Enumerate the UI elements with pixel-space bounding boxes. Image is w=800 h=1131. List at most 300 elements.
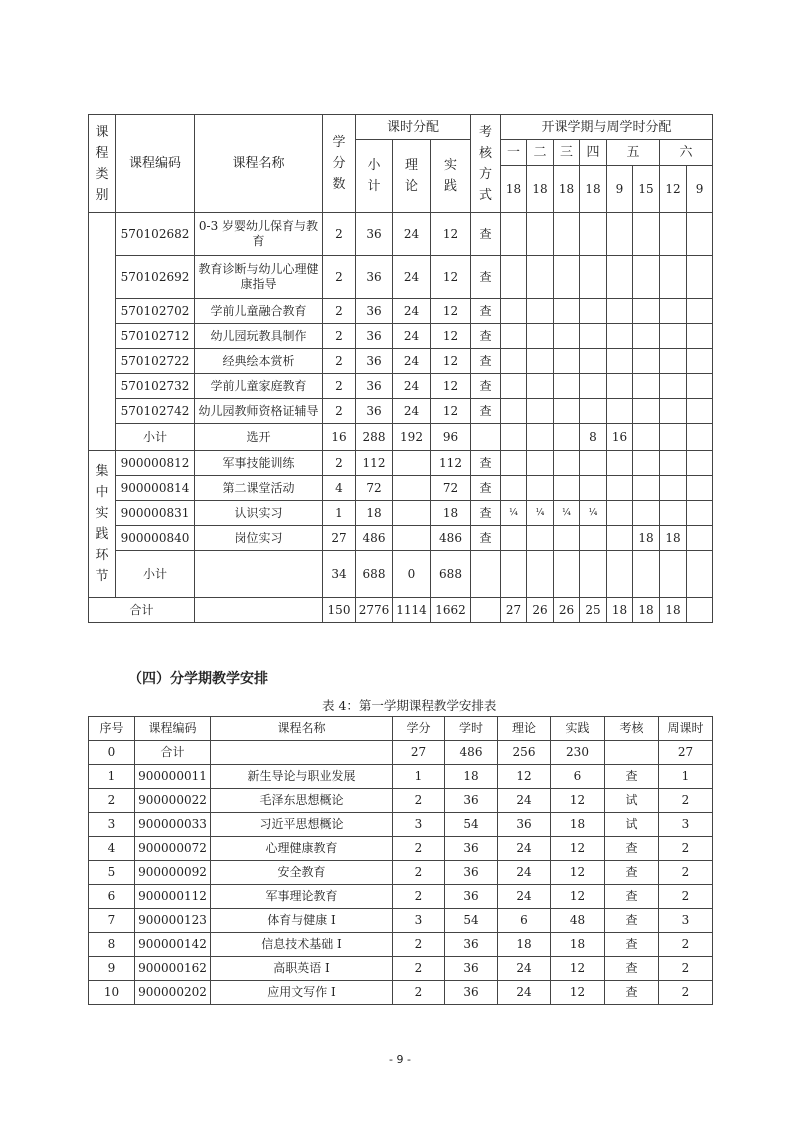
- table-row: [89, 501, 713, 526]
- table-row: [89, 451, 713, 476]
- hours-theory: [393, 526, 431, 551]
- semester-hours: 18: [660, 598, 687, 623]
- header-subtotal: 小 计: [356, 140, 393, 213]
- assessment: 查: [471, 213, 501, 256]
- course-code: 900000162: [135, 957, 211, 981]
- semester-hours: [607, 451, 633, 476]
- course-name: 学前儿童融合教育: [195, 299, 323, 324]
- first-semester-schedule-table: [88, 716, 713, 1005]
- course-name: 教育诊断与幼儿心理健康指导: [195, 256, 323, 299]
- assessment: 查: [605, 837, 659, 861]
- semester-hours: [580, 476, 607, 501]
- credits: 2: [393, 789, 445, 813]
- assessment: [605, 741, 659, 765]
- semester-hours: [501, 424, 527, 451]
- semester-hours: [687, 213, 713, 256]
- semester-hours: 18: [607, 598, 633, 623]
- header-assessment: 考核: [605, 717, 659, 741]
- semester-hours: [607, 213, 633, 256]
- semester-hours: [580, 374, 607, 399]
- table-row: [89, 299, 713, 324]
- seq: 3: [89, 813, 135, 837]
- credits: 2: [393, 861, 445, 885]
- semester-hours: [607, 299, 633, 324]
- course-code: 570102732: [116, 374, 195, 399]
- seq: 6: [89, 885, 135, 909]
- page-number: - 9 -: [389, 1053, 411, 1066]
- semester-hours: [501, 213, 527, 256]
- hours: 36: [445, 837, 498, 861]
- credits: 2: [323, 213, 356, 256]
- semester-hours: [501, 324, 527, 349]
- header-weeks: 9: [687, 166, 713, 213]
- semester-hours: [527, 451, 554, 476]
- hours: 36: [445, 885, 498, 909]
- header-weeks: 9: [607, 166, 633, 213]
- hours-theory: 24: [393, 349, 431, 374]
- hours-total: 36: [356, 349, 393, 374]
- semester-hours: [687, 299, 713, 324]
- semester-hours: [633, 374, 660, 399]
- grand-total-label: 合计: [89, 598, 195, 623]
- course-name: 新生导论与职业发展: [211, 765, 393, 789]
- table-row: [89, 213, 713, 256]
- table-row: [89, 256, 713, 299]
- header-category: 课 程 类 别: [89, 115, 116, 213]
- semester-hours: [527, 213, 554, 256]
- table-caption: 表 4：第一学期课程教学安排表: [322, 698, 497, 713]
- semester-hours: [580, 526, 607, 551]
- hours-practice: 12: [431, 374, 471, 399]
- semester-hours: [527, 399, 554, 424]
- weekly-hours: 2: [659, 789, 713, 813]
- header-course-name: 课程名称: [195, 115, 323, 213]
- semester-hours: [527, 424, 554, 451]
- hours-total: 36: [356, 256, 393, 299]
- practice: 18: [551, 933, 605, 957]
- semester-hours: ¼: [501, 501, 527, 526]
- practice: 12: [551, 861, 605, 885]
- theory: 24: [498, 789, 551, 813]
- header-weekly-hours: 周课时: [659, 717, 713, 741]
- semester-hours: [501, 349, 527, 374]
- table-row: [89, 526, 713, 551]
- semester-hours: [501, 399, 527, 424]
- header-row: [89, 115, 713, 140]
- weekly-hours: 1: [659, 765, 713, 789]
- credits: 3: [393, 909, 445, 933]
- header-semester-group: 开课学期与周学时分配: [501, 115, 713, 140]
- course-code: 570102682: [116, 213, 195, 256]
- hours-total: 486: [356, 526, 393, 551]
- seq: 8: [89, 933, 135, 957]
- semester-hours: 18: [633, 598, 660, 623]
- semester-hours: [580, 324, 607, 349]
- semester-hours: [687, 349, 713, 374]
- semester-hours: [660, 424, 687, 451]
- credits: 2: [323, 299, 356, 324]
- assessment: 查: [471, 399, 501, 424]
- credits: 27: [323, 526, 356, 551]
- header-hours: 学时: [445, 717, 498, 741]
- table-row: [89, 981, 713, 1005]
- course-code: 900000092: [135, 861, 211, 885]
- hours-practice: 12: [431, 213, 471, 256]
- semester-hours: [607, 476, 633, 501]
- semester-hours: [687, 374, 713, 399]
- course-name: 习近平思想概论: [211, 813, 393, 837]
- semester-hours: [554, 256, 580, 299]
- hours-theory: [393, 501, 431, 526]
- course-code: 570102722: [116, 349, 195, 374]
- semester-hours: [554, 349, 580, 374]
- semester-hours: [607, 399, 633, 424]
- credits: 4: [323, 476, 356, 501]
- course-code: 900000840: [116, 526, 195, 551]
- assessment: 查: [471, 299, 501, 324]
- assessment: 查: [605, 909, 659, 933]
- category-elective: [89, 213, 116, 451]
- semester-hours: [607, 501, 633, 526]
- course-name: 认识实习: [195, 501, 323, 526]
- semester-hours: [660, 349, 687, 374]
- credits: 2: [323, 451, 356, 476]
- assessment: 查: [471, 256, 501, 299]
- semester-hours: 8: [580, 424, 607, 451]
- weekly-hours: 2: [659, 861, 713, 885]
- hours-total: 688: [356, 551, 393, 598]
- credits: 3: [393, 813, 445, 837]
- credits: 150: [323, 598, 356, 623]
- theory: 256: [498, 741, 551, 765]
- credits: 27: [393, 741, 445, 765]
- hours-total: 36: [356, 213, 393, 256]
- theory: 6: [498, 909, 551, 933]
- semester-hours: [687, 451, 713, 476]
- hours-theory: 24: [393, 299, 431, 324]
- semester-hours: 18: [660, 526, 687, 551]
- header-semester: 五: [607, 140, 660, 166]
- table-row: [89, 789, 713, 813]
- seq: 10: [89, 981, 135, 1005]
- semester-hours: 16: [607, 424, 633, 451]
- semester-hours: [501, 374, 527, 399]
- hours-theory: [393, 476, 431, 501]
- practice: 6: [551, 765, 605, 789]
- assessment: 查: [605, 981, 659, 1005]
- semester-hours: [633, 424, 660, 451]
- semester-hours: [527, 299, 554, 324]
- course-code: 900000123: [135, 909, 211, 933]
- header-weeks: 18: [527, 166, 554, 213]
- semester-hours: 26: [527, 598, 554, 623]
- credits: 1: [393, 765, 445, 789]
- semester-hours: [607, 324, 633, 349]
- credits: 2: [393, 981, 445, 1005]
- header-weeks: 12: [660, 166, 687, 213]
- assessment: [471, 598, 501, 623]
- semester-hours: [687, 324, 713, 349]
- course-name: 安全教育: [211, 861, 393, 885]
- subtotal-label: 小计: [116, 424, 195, 451]
- hours-total: 36: [356, 324, 393, 349]
- hours: 36: [445, 957, 498, 981]
- practice: 12: [551, 885, 605, 909]
- credits: 1: [323, 501, 356, 526]
- semester-hours: [580, 551, 607, 598]
- assessment: [471, 551, 501, 598]
- course-code: 570102742: [116, 399, 195, 424]
- semester-hours: [527, 526, 554, 551]
- credits: 2: [323, 324, 356, 349]
- theory: 36: [498, 813, 551, 837]
- course-code: 合计: [135, 741, 211, 765]
- subtotal-row: [89, 551, 713, 598]
- course-name: 第二课堂活动: [195, 476, 323, 501]
- weekly-hours: 2: [659, 933, 713, 957]
- credits: 2: [323, 399, 356, 424]
- credits: 2: [393, 885, 445, 909]
- course-name: 幼儿园教师资格证辅导: [195, 399, 323, 424]
- semester-hours: [687, 424, 713, 451]
- weekly-hours: 3: [659, 813, 713, 837]
- header-hours-group: 课时分配: [356, 115, 471, 140]
- weekly-hours: 27: [659, 741, 713, 765]
- course-name: 毛泽东思想概论: [211, 789, 393, 813]
- hours: 54: [445, 813, 498, 837]
- course-code: 900000142: [135, 933, 211, 957]
- total-row: [89, 741, 713, 765]
- course-name: 学前儿童家庭教育: [195, 374, 323, 399]
- header-semester: 二: [527, 140, 554, 166]
- semester-hours: [633, 476, 660, 501]
- semester-hours: ¼: [580, 501, 607, 526]
- credits: 2: [323, 256, 356, 299]
- table-row: [89, 349, 713, 374]
- semester-hours: [501, 526, 527, 551]
- credits: 2: [393, 957, 445, 981]
- semester-hours: [607, 349, 633, 374]
- hours-theory: 24: [393, 399, 431, 424]
- theory: 24: [498, 885, 551, 909]
- table-row: [89, 957, 713, 981]
- credits: 2: [393, 837, 445, 861]
- course-code: 900000022: [135, 789, 211, 813]
- course-name: 0-3 岁婴幼儿保育与教育: [195, 213, 323, 256]
- hours-practice: 12: [431, 399, 471, 424]
- practice: 18: [551, 813, 605, 837]
- semester-hours: [633, 551, 660, 598]
- course-code: 900000072: [135, 837, 211, 861]
- hours-practice: 12: [431, 349, 471, 374]
- hours: 54: [445, 909, 498, 933]
- semester-hours: [660, 551, 687, 598]
- table-row: [89, 861, 713, 885]
- course-name: 岗位实习: [195, 526, 323, 551]
- credits: 2: [323, 349, 356, 374]
- theory: 24: [498, 981, 551, 1005]
- semester-hours: [607, 256, 633, 299]
- hours-total: 36: [356, 299, 393, 324]
- semester-hours: 25: [580, 598, 607, 623]
- semester-hours: [501, 551, 527, 598]
- semester-hours: [687, 551, 713, 598]
- grand-total-row: [89, 598, 713, 623]
- weekly-hours: 3: [659, 909, 713, 933]
- header-assessment: 考 核 方 式: [471, 115, 501, 213]
- hours-practice: 72: [431, 476, 471, 501]
- course-code: 570102712: [116, 324, 195, 349]
- hours-theory: 1114: [393, 598, 431, 623]
- semester-hours: [660, 501, 687, 526]
- hours-total: 36: [356, 399, 393, 424]
- hours-practice: 12: [431, 256, 471, 299]
- course-code: 570102692: [116, 256, 195, 299]
- semester-hours: [501, 256, 527, 299]
- semester-hours: [687, 526, 713, 551]
- assessment: [471, 424, 501, 451]
- curriculum-hours-table: [88, 114, 713, 623]
- hours-theory: 0: [393, 551, 431, 598]
- theory: 12: [498, 765, 551, 789]
- practice: 12: [551, 789, 605, 813]
- semester-hours: [527, 349, 554, 374]
- header-credits: 学 分 数: [323, 115, 356, 213]
- assessment: 查: [471, 374, 501, 399]
- table-row: [89, 476, 713, 501]
- category-practice: 集 中 实 践 环 节: [89, 451, 116, 598]
- table-row: [89, 813, 713, 837]
- course-name: 经典绘本赏析: [195, 349, 323, 374]
- semester-hours: [660, 399, 687, 424]
- header-semester: 四: [580, 140, 607, 166]
- hours-total: 112: [356, 451, 393, 476]
- header-weeks: 15: [633, 166, 660, 213]
- hours-practice: 12: [431, 324, 471, 349]
- weekly-hours: 2: [659, 957, 713, 981]
- course-code: 900000112: [135, 885, 211, 909]
- section-heading: （四）分学期教学安排: [128, 671, 268, 687]
- course-name: 军事理论教育: [211, 885, 393, 909]
- seq: 2: [89, 789, 135, 813]
- hours-practice: 12: [431, 299, 471, 324]
- subtotal-label: 小计: [116, 551, 195, 598]
- course-name: 应用文写作 I: [211, 981, 393, 1005]
- assessment: 试: [605, 789, 659, 813]
- subtotal-name: 选开: [195, 424, 323, 451]
- course-name: [195, 551, 323, 598]
- hours-total: 18: [356, 501, 393, 526]
- hours-practice: 688: [431, 551, 471, 598]
- semester-hours: [607, 526, 633, 551]
- weekly-hours: 2: [659, 981, 713, 1005]
- semester-hours: [633, 399, 660, 424]
- hours-theory: 24: [393, 374, 431, 399]
- course-name: 幼儿园玩教具制作: [195, 324, 323, 349]
- hours: 36: [445, 981, 498, 1005]
- assessment: 试: [605, 813, 659, 837]
- semester-hours: [660, 299, 687, 324]
- header-weeks: 18: [580, 166, 607, 213]
- semester-hours: ¼: [554, 501, 580, 526]
- hours: 18: [445, 765, 498, 789]
- semester-hours: [554, 299, 580, 324]
- header-theory: 理 论: [393, 140, 431, 213]
- table-row: [89, 933, 713, 957]
- hours-theory: 24: [393, 256, 431, 299]
- semester-hours: [580, 399, 607, 424]
- credits: 34: [323, 551, 356, 598]
- seq: 4: [89, 837, 135, 861]
- semester-hours: [554, 526, 580, 551]
- course-code: 900000814: [116, 476, 195, 501]
- semester-hours: 26: [554, 598, 580, 623]
- header-course-code: 课程编码: [135, 717, 211, 741]
- semester-hours: ¼: [527, 501, 554, 526]
- semester-hours: [633, 501, 660, 526]
- hours-practice: 1662: [431, 598, 471, 623]
- subtotal-row: [89, 424, 713, 451]
- assessment: 查: [605, 861, 659, 885]
- header-semester: 六: [660, 140, 713, 166]
- seq: 1: [89, 765, 135, 789]
- theory: 18: [498, 933, 551, 957]
- course-name: [195, 598, 323, 623]
- course-code: 570102702: [116, 299, 195, 324]
- semester-hours: 27: [501, 598, 527, 623]
- course-name: 体育与健康 I: [211, 909, 393, 933]
- semester-hours: [501, 451, 527, 476]
- assessment: 查: [605, 933, 659, 957]
- semester-hours: [554, 424, 580, 451]
- hours-total: 288: [356, 424, 393, 451]
- assessment: 查: [605, 765, 659, 789]
- hours-theory: 24: [393, 324, 431, 349]
- header-semester: 一: [501, 140, 527, 166]
- assessment: 查: [471, 501, 501, 526]
- header-weeks: 18: [501, 166, 527, 213]
- practice: 12: [551, 981, 605, 1005]
- semester-hours: [633, 256, 660, 299]
- semester-hours: [660, 213, 687, 256]
- assessment: 查: [471, 324, 501, 349]
- hours-practice: 18: [431, 501, 471, 526]
- semester-hours: [554, 451, 580, 476]
- table-row: [89, 885, 713, 909]
- semester-hours: [580, 256, 607, 299]
- header-credits: 学分: [393, 717, 445, 741]
- semester-hours: [554, 374, 580, 399]
- semester-hours: [687, 399, 713, 424]
- semester-hours: [501, 299, 527, 324]
- theory: 24: [498, 957, 551, 981]
- credits: 2: [393, 933, 445, 957]
- semester-hours: [554, 213, 580, 256]
- semester-hours: [633, 324, 660, 349]
- weekly-hours: 2: [659, 885, 713, 909]
- course-code: 900000812: [116, 451, 195, 476]
- course-code: 900000831: [116, 501, 195, 526]
- semester-hours: [633, 299, 660, 324]
- semester-hours: [687, 598, 713, 623]
- hours-practice: 486: [431, 526, 471, 551]
- header-semester: 三: [554, 140, 580, 166]
- semester-hours: [580, 299, 607, 324]
- semester-hours: 18: [633, 526, 660, 551]
- hours: 36: [445, 933, 498, 957]
- theory: 24: [498, 837, 551, 861]
- semester-hours: [580, 451, 607, 476]
